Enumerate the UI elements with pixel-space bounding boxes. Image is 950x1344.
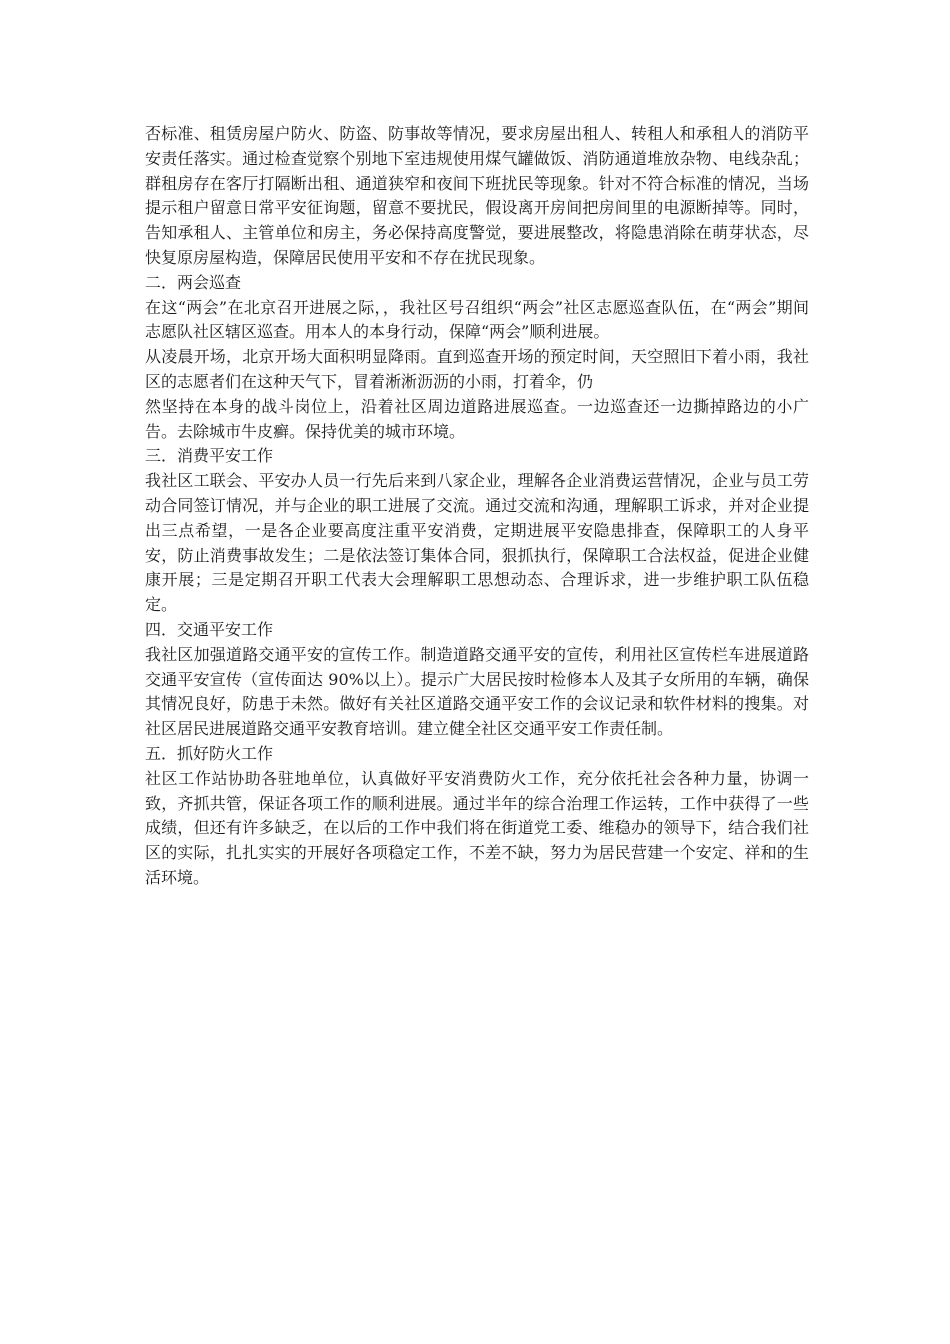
paragraph-fire-prevention: 社区工作站协助各驻地单位，认真做好平安消费防火工作，充分依托社会各种力量，协调一致，齐抓共管，保证各项工作的顺利进展。通过半年的综合治理工作运转，工作中获得了一些成绩，但还有许多缺乏，在以后的工作中我们将在街道党工委、维稳办的领导下，结合我们社区的实际，扎扎实实的开展好各项稳定工作，不差不缺，努力为居民营建一个安定、祥和的生活环境。 [145, 768, 809, 887]
section-heading-production-safety: 三．消费平安工作 [145, 446, 274, 466]
paragraph-traffic-safety: 我社区加强道路交通平安的宣传工作。制造道路交通平安的宣传，利用社区宣传栏车进展道路交通平安宣传（宣传面达 90%以上）。提示广大居民按时检修本人及其子女所用的车辆，确保其情况良好，防患于未然。做好有关社区道路交通平安工作的会议记录和软件材料的搜集。对社区居民进展道路交通平安教育培训。建立健全社区交通平安工作责任制。 [145, 644, 809, 739]
paragraph-production-safety: 我社区工联会、平安办人员一行先后来到八家企业，理解各企业消费运营情况，企业与员工劳动合同签订情况，并与企业的职工进展了交流。通过交流和沟通，理解职工诉求，并对企业提出三点希望，一是各企业要高度注重平安消费，定期进展平安隐患排查，保障职工的人身平安，防止消费事故发生；二是依法签订集体合同，狠抓执行，保障职工合法权益，促进企业健康开展；三是定期召开职工代表大会理解职工思想动态、合理诉求，进一步维护职工队伍稳定。 [145, 471, 809, 615]
section-heading-two-sessions: 二．两会巡查 [145, 272, 242, 292]
paragraph-rain-patrol-continue: 然坚持在本身的战斗岗位上，沿着社区周边道路进展巡查。一边巡查还一边撕掉路边的小广告。去除城市牛皮癣。保持优美的城市环境。 [145, 396, 809, 441]
document-page [145, 122, 809, 891]
section-heading-fire-prevention: 五．抓好防火工作 [145, 743, 274, 763]
paragraph-two-sessions-patrol: 在这“两会”在北京召开进展之际，，我社区号召组织“两会”社区志愿巡查队伍，在“两会”期间志愿队社区辖区巡查。用本人的本身行动，保障“两会”顺利进展。 [145, 297, 809, 342]
section-heading-traffic-safety: 四．交通平安工作 [145, 619, 274, 639]
paragraph-rental-inspection: 否标准、租赁房屋户防火、防盗、防事故等情况，要求房屋出租人、转租人和承租人的消防平安责任落实。通过检查觉察个别地下室违规使用煤气罐做饭、消防通道堆放杂物、电线杂乱；群租房存在客厅打隔断出租、通道狭窄和夜间下班扰民等现象。针对不符合标准的情况，当场提示租户留意日常平安征询题，留意不要扰民，假设离开房间把房间里的电源断掉等。同时，告知承租人、主管单位和房主，务必保持高度警觉，要进展整改，将隐患消除在萌芽状态，尽快复原房屋构造，保障居民使用平安和不存在扰民现象。 [145, 124, 809, 267]
paragraph-rain-patrol-start: 从凌晨开场，北京开场大面积明显降雨。直到巡查开场的预定时间，天空照旧下着小雨，我社区的志愿者们在这种天气下，冒着淅淅沥沥的小雨，打着伞，仍 [145, 347, 809, 391]
